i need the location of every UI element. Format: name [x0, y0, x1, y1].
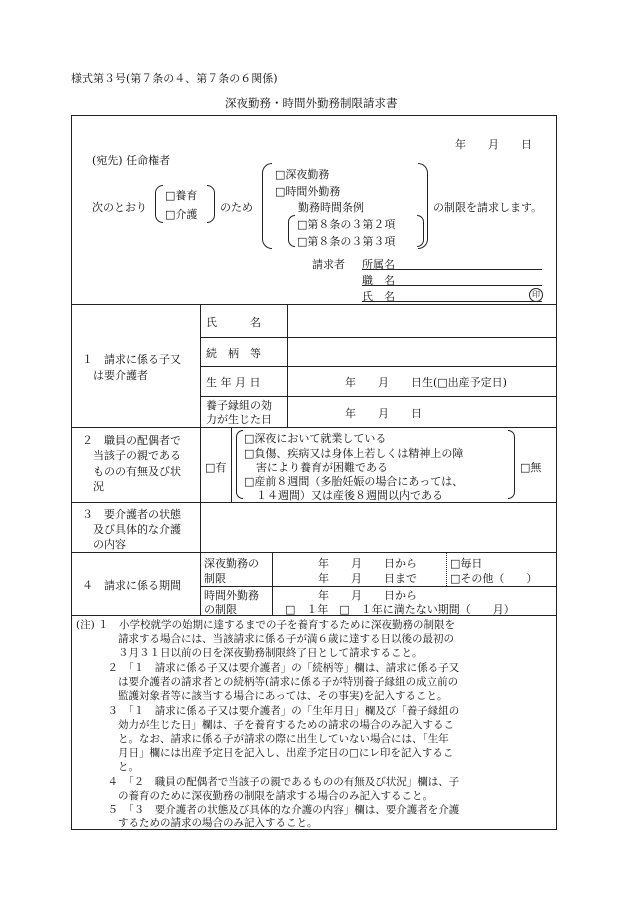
child-relation-label: 続 柄 等 [206, 347, 261, 360]
form-title: 深夜勤務・時間外勤務制限請求書 [225, 96, 398, 110]
night-limit-label: 深夜勤務の [204, 557, 259, 570]
note-line: ３月３１日以前の日を深夜勤務制限終了日として請求すること。 [76, 647, 423, 659]
note-line: ３ 「１ 請求に係る子又は要介護者」の「生年月日」欄及び「養子縁組の [76, 705, 460, 717]
divider-top-block [71, 304, 557, 305]
ordinance-label: 勤務時間条例 [298, 201, 364, 214]
divider-relation-row [200, 366, 557, 367]
bracket-right-purpose [207, 185, 215, 223]
checkbox-spouse-no[interactable]: □無 [520, 461, 542, 474]
section1-label: １ 請求に係る子又 [82, 353, 181, 366]
divider-section1 [71, 427, 557, 428]
night-limit-label-2: 制限 [204, 572, 226, 585]
care-details-field[interactable] [202, 504, 555, 550]
bracket-right-type [418, 163, 428, 249]
position-field[interactable] [362, 272, 542, 286]
section2-label-4: 況 [93, 480, 104, 493]
divider-label-col [200, 304, 201, 615]
section2-label-2: 当該子の親である [93, 449, 181, 462]
note-line: 請求する場合には、当該請求に係る子が満６歳に達する日以後の最初の [76, 633, 454, 645]
addressee: (宛先) 任命権者 [92, 154, 171, 167]
section1-label-2: は要介護者 [93, 369, 148, 382]
bracket-left-conditions [236, 430, 243, 499]
requester-label: 請求者 [312, 258, 345, 271]
lead-text: 次のとおり [92, 201, 147, 214]
bracket-left-type [262, 163, 272, 249]
note-line: の養育のために深夜勤務の制限を請求する場合のみ記入すること。 [76, 790, 433, 802]
checkbox-cond-night-work[interactable]: □深夜において就業している [244, 432, 387, 445]
child-birth-value[interactable]: 年 月 日生(□出産予定日) [345, 376, 507, 389]
section3-label: ３ 要介護者の状態 [82, 508, 181, 521]
name-label: 氏 名 [362, 290, 395, 303]
note-line: と。なお、請求に係る子が請求の際に出生していない場合には、「生年 [76, 733, 449, 745]
for-text: のため [220, 201, 253, 214]
night-to-date[interactable]: 年 月 日まで [318, 572, 417, 585]
divider-name-row [200, 337, 557, 338]
overtime-limit-label: 時間外勤務 [204, 589, 259, 602]
divider-section3 [71, 552, 557, 553]
checkbox-article-8-3-3[interactable]: □第８条の３第３項 [297, 235, 396, 248]
overtime-period[interactable]: □ １年 □ １年に満たない期間（ 月） [285, 603, 515, 616]
bracket-left-article [288, 215, 295, 247]
request-text: の制限を請求します。 [433, 201, 543, 214]
note-line: 月日」欄には出産予定日を記入し、出産予定日の□にレ印を記入するこ [76, 747, 454, 759]
adoption-value[interactable]: 年 月 日 [345, 407, 422, 420]
note-line: 効力が生じた日」欄は、子を養育するための請求の場合のみ記入するこ [76, 719, 454, 731]
child-name-label: 氏 名 [206, 316, 261, 329]
checkbox-spouse-yes[interactable]: □有 [205, 461, 227, 474]
name-field[interactable] [362, 288, 542, 302]
section3-label-2: 及び具体的な介護 [93, 523, 181, 536]
affiliation-field[interactable] [362, 256, 542, 270]
affiliation-label: 所属名 [362, 258, 395, 271]
checkbox-nursing[interactable]: □介護 [165, 208, 198, 221]
note-line: と。 [76, 761, 139, 773]
form-number: 様式第３号(第７条の４、第７条の６関係) [71, 72, 278, 85]
note-line: ４ 「２ 職員の配偶者で当該子の親であるものの有無及び状況」欄は、子 [76, 776, 460, 788]
overtime-limit-label-2: の制限 [204, 603, 237, 616]
divider-sub-col-sec4 [272, 552, 273, 615]
checkbox-childcare[interactable]: □養育 [165, 189, 198, 202]
note-line: ５ 「３ 要介護者の状態及び具体的な介護の内容」欄は、要介護者を介護 [76, 804, 460, 816]
divider-sub-col [287, 304, 288, 427]
child-birth-label: 生 年 月 日 [206, 376, 261, 389]
adoption-label: 養子縁組の効 [206, 399, 272, 412]
seal-mark: 印 [529, 288, 543, 302]
adoption-label-2: 力が生じた日 [206, 413, 272, 426]
date-field[interactable]: 年 月 日 [455, 138, 532, 151]
section3-label-3: の内容 [93, 538, 126, 551]
section2-label-3: ものの有無及び状 [93, 465, 181, 478]
note-line: (注) １ 小学校就学の始期に達するまでの子を養育するために深夜勤務の制限を [76, 619, 456, 631]
note-line: ２ 「１ 請求に係る子又は要介護者」の「続柄等」欄は、請求に係る子又 [76, 662, 460, 674]
bracket-left-purpose [155, 185, 163, 223]
divider-yes-col [231, 427, 232, 502]
checkbox-night-work[interactable]: □深夜勤務 [275, 168, 330, 181]
bracket-right-conditions [508, 430, 515, 499]
position-label: 職 名 [362, 274, 395, 287]
checkbox-other[interactable]: □その他（ ） [450, 572, 538, 585]
section2-label: ２ 職員の配偶者で [82, 434, 181, 447]
checkbox-overtime[interactable]: □時間外勤務 [275, 185, 341, 198]
cond-maternity-cont: １４週間）又は産後８週間以内である [256, 489, 443, 502]
cond-illness-cont: 害により養育が困難である [256, 461, 388, 474]
checkbox-cond-illness[interactable]: □負傷、疾病又は身体上若しくは精神上の障 [244, 447, 464, 460]
divider-dotted-period [446, 553, 447, 586]
checkbox-article-8-3-2[interactable]: □第８条の３第２項 [297, 218, 396, 231]
note-line: は要介護者の請求者との続柄等(請求に係る子が特別養子縁組の成立前の [76, 676, 459, 688]
checkbox-daily[interactable]: □毎日 [450, 557, 483, 570]
night-from-date[interactable]: 年 月 日から [318, 557, 417, 570]
note-line: 監護対象者等に該当する場合にあっては、その事実)を記入すること。 [76, 690, 448, 702]
section4-label: ４ 請求に係る期間 [82, 579, 181, 592]
checkbox-cond-maternity[interactable]: □産前８週間（多胎妊娠の場合にあっては、 [244, 475, 464, 488]
note-line: するための請求の場合のみ記入すること。 [76, 817, 318, 829]
overtime-from-date[interactable]: 年 月 日から [318, 589, 417, 602]
